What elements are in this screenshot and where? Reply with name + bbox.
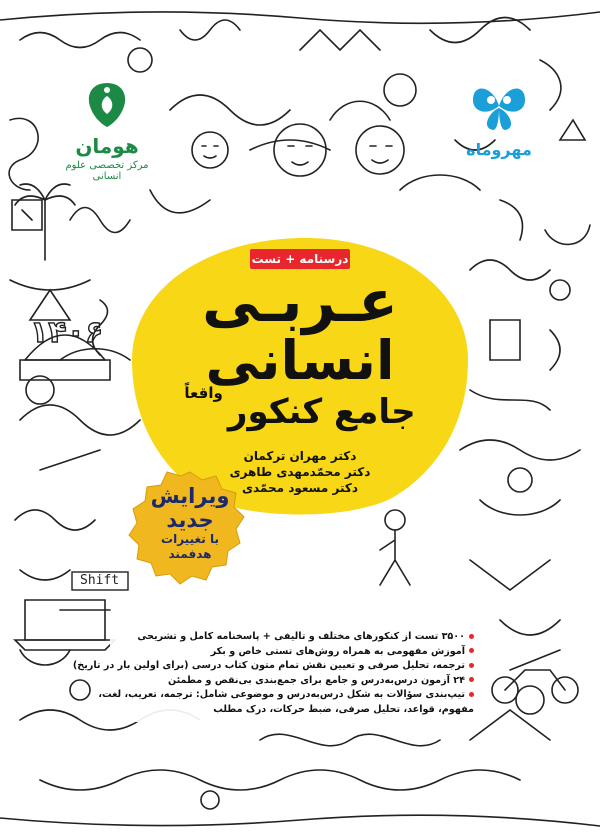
bullet-icon <box>469 663 474 668</box>
edition-line-3: با تغییرات <box>161 532 219 546</box>
edition-line-1: ویرایش <box>150 484 230 508</box>
edition-line-2: جدید <box>166 508 214 532</box>
feature-item: ۳۵۰۰ تست از کنکورهای مختلف و تالیفی + پاسخنامه کامل و تشریحی <box>118 630 474 645</box>
doodle-shift-key: Shift <box>80 573 120 588</box>
author-2: دکتر محمّدمهدی طاهری <box>229 465 371 479</box>
title-arabic: عـربـی <box>202 267 398 335</box>
feature-list <box>72 626 482 722</box>
subtitle <box>170 384 430 432</box>
feature-item: ترجمه، تحلیل صرفی و تعیین نقش تمام متون کتاب درسی (برای اولین بار در تاریخ) <box>118 659 474 674</box>
subtitle-prefix: واقعاً <box>184 384 223 402</box>
author-3: دکتر مسعود محمّدی <box>241 481 358 495</box>
title-humanities: انسانی <box>205 329 395 392</box>
feature-item: تیپ‌بندی سؤالات به شکل درس‌به‌درس و موضوعی شامل: ترجمه، تعریب، لغت، <box>118 688 474 703</box>
author-1: دکتر مهران ترکمان <box>243 449 357 463</box>
bullet-icon <box>469 677 474 682</box>
feature-item: ۲۴ آزمون درس‌به‌درس و جامع برای جمع‌بندی بی‌نقص و مطمئن <box>118 674 474 689</box>
edition-badge <box>128 484 252 562</box>
feature-item: آموزش مفهومی به همراه روش‌های تستی خاص و بکر <box>118 645 474 660</box>
hooman-tagline: مرکز تخصصی علوم انسانی <box>65 160 149 182</box>
bullet-icon <box>469 648 474 653</box>
feature-item-continued: مفهوم، قواعد، تحلیل صرفی، ضبط حرکات، درک مطلب <box>213 703 474 715</box>
bullet-icon <box>469 692 474 697</box>
subtitle-main: جامع کنکور <box>227 392 416 432</box>
mehromah-name: مهروماه <box>466 140 532 159</box>
bullet-icon <box>469 634 474 639</box>
hooman-name: هومان <box>75 134 139 158</box>
badge-lesson-test: درسنامه + تست <box>250 249 350 269</box>
edition-line-4: هدفمند <box>168 547 212 561</box>
doodle-number: ۱۴۰۶ <box>30 315 104 350</box>
